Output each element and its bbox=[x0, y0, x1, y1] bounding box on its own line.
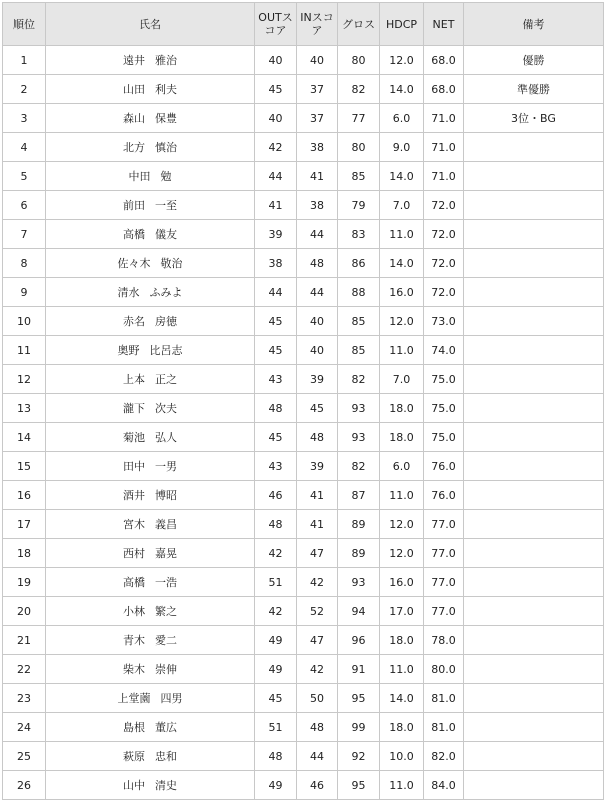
given-name: 勉 bbox=[160, 170, 172, 183]
family-name: 中田 bbox=[128, 170, 151, 183]
family-name: 赤名 bbox=[123, 315, 145, 328]
cell-notes bbox=[464, 597, 604, 626]
cell-rank: 14 bbox=[3, 423, 46, 452]
cell-rank: 19 bbox=[3, 568, 46, 597]
header-name: 氏名 bbox=[46, 3, 255, 46]
given-name: 利夫 bbox=[155, 83, 177, 96]
cell-in-score: 37 bbox=[297, 104, 338, 133]
cell-gross: 99 bbox=[338, 713, 380, 742]
cell-in-score: 47 bbox=[297, 539, 338, 568]
table-row bbox=[3, 481, 604, 510]
family-name: 西村 bbox=[123, 547, 145, 560]
given-name: 一浩 bbox=[155, 576, 177, 589]
given-name: 保豊 bbox=[155, 112, 177, 125]
header-out-score: OUTスコア bbox=[255, 3, 297, 46]
cell-gross: 85 bbox=[338, 336, 380, 365]
given-name: 儀友 bbox=[155, 228, 177, 241]
cell-out-score: 49 bbox=[255, 655, 297, 684]
cell-gross: 95 bbox=[338, 684, 380, 713]
cell-in-score: 48 bbox=[297, 423, 338, 452]
cell-rank: 25 bbox=[3, 742, 46, 771]
cell-notes bbox=[464, 684, 604, 713]
cell-in-score: 41 bbox=[297, 510, 338, 539]
given-name: 一男 bbox=[155, 460, 177, 473]
cell-net: 71.0 bbox=[424, 104, 464, 133]
table-row bbox=[3, 220, 604, 249]
cell-name bbox=[46, 133, 255, 162]
given-name: 博昭 bbox=[155, 489, 177, 502]
cell-in-score: 40 bbox=[297, 336, 338, 365]
cell-rank: 17 bbox=[3, 510, 46, 539]
cell-name bbox=[46, 481, 255, 510]
cell-hdcp: 7.0 bbox=[380, 191, 424, 220]
table-row bbox=[3, 394, 604, 423]
cell-in-score: 38 bbox=[297, 133, 338, 162]
cell-rank: 6 bbox=[3, 191, 46, 220]
cell-rank: 4 bbox=[3, 133, 46, 162]
cell-gross: 80 bbox=[338, 133, 380, 162]
family-name: 柴木 bbox=[123, 663, 145, 676]
cell-out-score: 46 bbox=[255, 481, 297, 510]
cell-in-score: 40 bbox=[297, 46, 338, 75]
cell-hdcp: 12.0 bbox=[380, 307, 424, 336]
table-row bbox=[3, 510, 604, 539]
header-hdcp: HDCP bbox=[380, 3, 424, 46]
cell-name bbox=[46, 452, 255, 481]
cell-hdcp: 6.0 bbox=[380, 452, 424, 481]
family-name: 山中 bbox=[123, 779, 145, 792]
cell-net: 72.0 bbox=[424, 249, 464, 278]
cell-rank: 16 bbox=[3, 481, 46, 510]
cell-gross: 85 bbox=[338, 162, 380, 191]
cell-notes bbox=[464, 452, 604, 481]
cell-rank: 15 bbox=[3, 452, 46, 481]
cell-rank: 9 bbox=[3, 278, 46, 307]
cell-out-score: 49 bbox=[255, 771, 297, 800]
family-name: 青木 bbox=[123, 634, 145, 647]
table-row bbox=[3, 133, 604, 162]
cell-net: 84.0 bbox=[424, 771, 464, 800]
cell-hdcp: 14.0 bbox=[380, 162, 424, 191]
cell-hdcp: 16.0 bbox=[380, 568, 424, 597]
cell-gross: 92 bbox=[338, 742, 380, 771]
cell-net: 68.0 bbox=[424, 75, 464, 104]
cell-net: 76.0 bbox=[424, 481, 464, 510]
given-name: 敬治 bbox=[160, 257, 183, 270]
cell-out-score: 45 bbox=[255, 336, 297, 365]
cell-in-score: 45 bbox=[297, 394, 338, 423]
cell-in-score: 39 bbox=[297, 452, 338, 481]
cell-name bbox=[46, 626, 255, 655]
cell-in-score: 41 bbox=[297, 162, 338, 191]
given-name: 一至 bbox=[155, 199, 177, 212]
cell-in-score: 44 bbox=[297, 220, 338, 249]
cell-hdcp: 9.0 bbox=[380, 133, 424, 162]
cell-rank: 18 bbox=[3, 539, 46, 568]
cell-notes bbox=[464, 771, 604, 800]
given-name: 清史 bbox=[155, 779, 177, 792]
table-row bbox=[3, 742, 604, 771]
given-name: 崇伸 bbox=[155, 663, 177, 676]
cell-notes bbox=[464, 307, 604, 336]
cell-hdcp: 11.0 bbox=[380, 655, 424, 684]
cell-out-score: 45 bbox=[255, 684, 297, 713]
cell-hdcp: 12.0 bbox=[380, 46, 424, 75]
cell-out-score: 51 bbox=[255, 713, 297, 742]
cell-out-score: 40 bbox=[255, 104, 297, 133]
table-row bbox=[3, 539, 604, 568]
cell-name bbox=[46, 684, 255, 713]
cell-net: 76.0 bbox=[424, 452, 464, 481]
cell-gross: 83 bbox=[338, 220, 380, 249]
cell-name bbox=[46, 104, 255, 133]
cell-name bbox=[46, 394, 255, 423]
cell-hdcp: 18.0 bbox=[380, 423, 424, 452]
cell-hdcp: 12.0 bbox=[380, 539, 424, 568]
cell-out-score: 43 bbox=[255, 452, 297, 481]
cell-notes: 3位・BG bbox=[464, 104, 604, 133]
family-name: 田中 bbox=[123, 460, 145, 473]
table-row bbox=[3, 713, 604, 742]
cell-name bbox=[46, 220, 255, 249]
cell-name bbox=[46, 597, 255, 626]
table-row bbox=[3, 423, 604, 452]
cell-notes bbox=[464, 423, 604, 452]
table-row bbox=[3, 162, 604, 191]
cell-rank: 22 bbox=[3, 655, 46, 684]
cell-hdcp: 10.0 bbox=[380, 742, 424, 771]
cell-in-score: 47 bbox=[297, 626, 338, 655]
cell-out-score: 48 bbox=[255, 394, 297, 423]
cell-out-score: 45 bbox=[255, 75, 297, 104]
family-name: 上本 bbox=[123, 373, 145, 386]
cell-notes bbox=[464, 191, 604, 220]
cell-gross: 89 bbox=[338, 510, 380, 539]
family-name: 高橋 bbox=[123, 576, 145, 589]
cell-in-score: 42 bbox=[297, 655, 338, 684]
cell-notes bbox=[464, 539, 604, 568]
cell-net: 74.0 bbox=[424, 336, 464, 365]
cell-gross: 77 bbox=[338, 104, 380, 133]
family-name: 宮木 bbox=[123, 518, 145, 531]
cell-out-score: 38 bbox=[255, 249, 297, 278]
results-table bbox=[2, 2, 604, 800]
cell-rank: 13 bbox=[3, 394, 46, 423]
cell-out-score: 41 bbox=[255, 191, 297, 220]
cell-out-score: 51 bbox=[255, 568, 297, 597]
cell-net: 72.0 bbox=[424, 191, 464, 220]
given-name: 慎治 bbox=[155, 141, 177, 154]
cell-net: 73.0 bbox=[424, 307, 464, 336]
cell-gross: 86 bbox=[338, 249, 380, 278]
cell-gross: 95 bbox=[338, 771, 380, 800]
cell-out-score: 40 bbox=[255, 46, 297, 75]
cell-net: 71.0 bbox=[424, 162, 464, 191]
family-name: 山田 bbox=[123, 83, 145, 96]
header-gross: グロス bbox=[338, 3, 380, 46]
cell-gross: 87 bbox=[338, 481, 380, 510]
cell-out-score: 43 bbox=[255, 365, 297, 394]
cell-hdcp: 6.0 bbox=[380, 104, 424, 133]
cell-hdcp: 14.0 bbox=[380, 249, 424, 278]
cell-name bbox=[46, 162, 255, 191]
cell-out-score: 39 bbox=[255, 220, 297, 249]
table-row bbox=[3, 336, 604, 365]
cell-out-score: 44 bbox=[255, 278, 297, 307]
cell-name bbox=[46, 713, 255, 742]
cell-net: 82.0 bbox=[424, 742, 464, 771]
family-name: 上堂薗 bbox=[117, 692, 151, 705]
header-row bbox=[3, 3, 604, 46]
table-row bbox=[3, 191, 604, 220]
cell-rank: 26 bbox=[3, 771, 46, 800]
cell-name bbox=[46, 655, 255, 684]
cell-name bbox=[46, 191, 255, 220]
cell-in-score: 48 bbox=[297, 713, 338, 742]
cell-out-score: 49 bbox=[255, 626, 297, 655]
cell-rank: 12 bbox=[3, 365, 46, 394]
cell-gross: 89 bbox=[338, 539, 380, 568]
cell-name bbox=[46, 539, 255, 568]
cell-rank: 20 bbox=[3, 597, 46, 626]
cell-rank: 21 bbox=[3, 626, 46, 655]
family-name: 瀧下 bbox=[123, 402, 145, 415]
cell-rank: 1 bbox=[3, 46, 46, 75]
cell-in-score: 38 bbox=[297, 191, 338, 220]
cell-rank: 5 bbox=[3, 162, 46, 191]
cell-hdcp: 18.0 bbox=[380, 713, 424, 742]
cell-name bbox=[46, 742, 255, 771]
cell-hdcp: 11.0 bbox=[380, 771, 424, 800]
cell-out-score: 45 bbox=[255, 307, 297, 336]
cell-rank: 10 bbox=[3, 307, 46, 336]
given-name: 比呂志 bbox=[149, 344, 183, 357]
given-name: 董広 bbox=[155, 721, 177, 734]
cell-net: 72.0 bbox=[424, 278, 464, 307]
cell-net: 81.0 bbox=[424, 684, 464, 713]
cell-notes bbox=[464, 249, 604, 278]
cell-rank: 3 bbox=[3, 104, 46, 133]
cell-net: 80.0 bbox=[424, 655, 464, 684]
cell-out-score: 42 bbox=[255, 597, 297, 626]
cell-gross: 93 bbox=[338, 394, 380, 423]
cell-gross: 85 bbox=[338, 307, 380, 336]
cell-notes: 準優勝 bbox=[464, 75, 604, 104]
cell-out-score: 42 bbox=[255, 133, 297, 162]
given-name: 愛二 bbox=[155, 634, 177, 647]
family-name: 清水 bbox=[117, 286, 140, 299]
cell-in-score: 48 bbox=[297, 249, 338, 278]
header-net: NET bbox=[424, 3, 464, 46]
cell-name bbox=[46, 365, 255, 394]
cell-notes bbox=[464, 568, 604, 597]
cell-hdcp: 11.0 bbox=[380, 481, 424, 510]
family-name: 高橋 bbox=[123, 228, 145, 241]
cell-rank: 23 bbox=[3, 684, 46, 713]
cell-notes bbox=[464, 336, 604, 365]
table-row bbox=[3, 46, 604, 75]
cell-net: 78.0 bbox=[424, 626, 464, 655]
family-name: 酒井 bbox=[123, 489, 145, 502]
cell-hdcp: 14.0 bbox=[380, 684, 424, 713]
cell-notes bbox=[464, 133, 604, 162]
cell-gross: 94 bbox=[338, 597, 380, 626]
cell-in-score: 50 bbox=[297, 684, 338, 713]
cell-hdcp: 18.0 bbox=[380, 626, 424, 655]
cell-in-score: 44 bbox=[297, 278, 338, 307]
cell-name bbox=[46, 510, 255, 539]
cell-out-score: 48 bbox=[255, 510, 297, 539]
given-name: 正之 bbox=[155, 373, 177, 386]
cell-net: 81.0 bbox=[424, 713, 464, 742]
cell-net: 75.0 bbox=[424, 394, 464, 423]
table-row bbox=[3, 104, 604, 133]
cell-net: 77.0 bbox=[424, 510, 464, 539]
family-name: 北方 bbox=[123, 141, 145, 154]
cell-name bbox=[46, 75, 255, 104]
cell-out-score: 44 bbox=[255, 162, 297, 191]
cell-notes bbox=[464, 481, 604, 510]
cell-name bbox=[46, 249, 255, 278]
family-name: 菊池 bbox=[123, 431, 145, 444]
cell-name bbox=[46, 307, 255, 336]
cell-in-score: 52 bbox=[297, 597, 338, 626]
cell-notes bbox=[464, 365, 604, 394]
family-name: 森山 bbox=[123, 112, 145, 125]
cell-in-score: 41 bbox=[297, 481, 338, 510]
family-name: 島根 bbox=[123, 721, 145, 734]
table-row bbox=[3, 278, 604, 307]
cell-notes bbox=[464, 278, 604, 307]
family-name: 佐々木 bbox=[117, 257, 151, 270]
cell-notes bbox=[464, 655, 604, 684]
table-row bbox=[3, 75, 604, 104]
cell-gross: 93 bbox=[338, 423, 380, 452]
table-row bbox=[3, 249, 604, 278]
cell-out-score: 48 bbox=[255, 742, 297, 771]
table-row bbox=[3, 684, 604, 713]
cell-net: 75.0 bbox=[424, 365, 464, 394]
cell-name bbox=[46, 278, 255, 307]
cell-gross: 79 bbox=[338, 191, 380, 220]
given-name: 繁之 bbox=[155, 605, 177, 618]
table-body bbox=[3, 46, 604, 800]
header-in-score: INスコア bbox=[297, 3, 338, 46]
cell-gross: 93 bbox=[338, 568, 380, 597]
cell-net: 68.0 bbox=[424, 46, 464, 75]
family-name: 前田 bbox=[123, 199, 145, 212]
cell-notes bbox=[464, 713, 604, 742]
cell-gross: 82 bbox=[338, 452, 380, 481]
cell-gross: 91 bbox=[338, 655, 380, 684]
cell-gross: 96 bbox=[338, 626, 380, 655]
header-notes: 備考 bbox=[464, 3, 604, 46]
table-row bbox=[3, 568, 604, 597]
table-row bbox=[3, 597, 604, 626]
cell-name bbox=[46, 423, 255, 452]
cell-net: 72.0 bbox=[424, 220, 464, 249]
cell-gross: 80 bbox=[338, 46, 380, 75]
given-name: 四男 bbox=[160, 692, 183, 705]
table-row bbox=[3, 626, 604, 655]
cell-notes bbox=[464, 626, 604, 655]
given-name: 弘人 bbox=[155, 431, 177, 444]
given-name: 忠和 bbox=[155, 750, 177, 763]
cell-net: 75.0 bbox=[424, 423, 464, 452]
cell-notes bbox=[464, 742, 604, 771]
cell-notes bbox=[464, 220, 604, 249]
cell-notes: 優勝 bbox=[464, 46, 604, 75]
cell-hdcp: 18.0 bbox=[380, 394, 424, 423]
cell-net: 77.0 bbox=[424, 539, 464, 568]
given-name: 雅治 bbox=[155, 54, 177, 67]
given-name: 義昌 bbox=[155, 518, 177, 531]
cell-in-score: 44 bbox=[297, 742, 338, 771]
cell-name bbox=[46, 46, 255, 75]
cell-notes bbox=[464, 394, 604, 423]
cell-out-score: 45 bbox=[255, 423, 297, 452]
cell-gross: 88 bbox=[338, 278, 380, 307]
table-row bbox=[3, 307, 604, 336]
cell-hdcp: 17.0 bbox=[380, 597, 424, 626]
cell-rank: 7 bbox=[3, 220, 46, 249]
cell-gross: 82 bbox=[338, 365, 380, 394]
family-name: 奥野 bbox=[117, 344, 140, 357]
cell-in-score: 42 bbox=[297, 568, 338, 597]
header-rank: 順位 bbox=[3, 3, 46, 46]
cell-out-score: 42 bbox=[255, 539, 297, 568]
cell-hdcp: 11.0 bbox=[380, 220, 424, 249]
family-name: 萩原 bbox=[123, 750, 145, 763]
cell-rank: 11 bbox=[3, 336, 46, 365]
cell-notes bbox=[464, 510, 604, 539]
family-name: 小林 bbox=[123, 605, 145, 618]
cell-name bbox=[46, 568, 255, 597]
cell-hdcp: 16.0 bbox=[380, 278, 424, 307]
cell-in-score: 37 bbox=[297, 75, 338, 104]
cell-net: 77.0 bbox=[424, 597, 464, 626]
table-row bbox=[3, 655, 604, 684]
cell-rank: 24 bbox=[3, 713, 46, 742]
cell-in-score: 46 bbox=[297, 771, 338, 800]
cell-hdcp: 14.0 bbox=[380, 75, 424, 104]
cell-hdcp: 7.0 bbox=[380, 365, 424, 394]
cell-name bbox=[46, 771, 255, 800]
table-row bbox=[3, 771, 604, 800]
cell-notes bbox=[464, 162, 604, 191]
cell-rank: 8 bbox=[3, 249, 46, 278]
given-name: 嘉晃 bbox=[155, 547, 177, 560]
cell-in-score: 40 bbox=[297, 307, 338, 336]
given-name: 房徳 bbox=[155, 315, 177, 328]
cell-gross: 82 bbox=[338, 75, 380, 104]
table-row bbox=[3, 452, 604, 481]
cell-net: 71.0 bbox=[424, 133, 464, 162]
family-name: 遠井 bbox=[123, 54, 145, 67]
cell-name bbox=[46, 336, 255, 365]
cell-rank: 2 bbox=[3, 75, 46, 104]
cell-hdcp: 11.0 bbox=[380, 336, 424, 365]
cell-net: 77.0 bbox=[424, 568, 464, 597]
given-name: 次夫 bbox=[155, 402, 177, 415]
cell-in-score: 39 bbox=[297, 365, 338, 394]
cell-hdcp: 12.0 bbox=[380, 510, 424, 539]
table-row bbox=[3, 365, 604, 394]
given-name: ふみよ bbox=[149, 286, 183, 299]
